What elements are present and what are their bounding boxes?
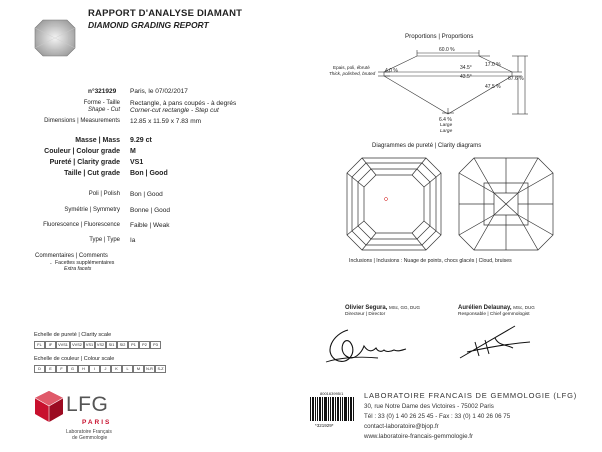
mass-value: 9.29 ct (130, 137, 152, 144)
signatory-2-role: Responsable | Chief gemmologist (458, 312, 530, 317)
scale-cell: SI1 (106, 341, 117, 349)
clarity-scale (34, 341, 161, 349)
colour-scale-label: Echelle de couleur | Colour scale (34, 356, 115, 362)
logo-letters: LFG (66, 393, 109, 416)
comments-label: Commentaires | Comments (35, 253, 108, 259)
barcode (310, 397, 356, 421)
lfg-logo-icon (33, 390, 65, 424)
lab-email[interactable]: contact-laboratoire@bjop.fr (364, 423, 439, 430)
comments-bullet: - (50, 261, 52, 267)
barcode-top-text: 800163995/1 (320, 391, 344, 396)
lab-phone: Tél : 33 (0) 1 40 26 25 45 - Fax : 33 (0) 1 40 26 06 75 (364, 413, 511, 420)
scale-cell: L (122, 365, 133, 373)
scale-cell: I (89, 365, 100, 373)
girdle-en: Thick, polished, bruted (329, 71, 376, 76)
scale-cell: FL (34, 341, 45, 349)
type-value: Ia (130, 237, 136, 244)
culet-value: 6.4 % (439, 117, 452, 123)
scale-cell: D (34, 365, 45, 373)
clarity-scale-label: Echelle de pureté | Clarity scale (34, 332, 112, 338)
type-label: Type | Type (89, 237, 120, 243)
clarity-label: Pureté | Clarity grade (49, 159, 120, 166)
signature-1 (318, 322, 418, 370)
cut-value: Bon | Good (130, 170, 168, 177)
shape-value: Rectangle, à pans coupés - à degrés (130, 100, 237, 107)
scale-cell: SI2 (117, 341, 128, 349)
logo-tagline-2: de Gemmologie (72, 435, 108, 441)
total-depth: 67.6 % (508, 76, 524, 82)
clarity-diagrams-title: Diagrammes de pureté | Clarity diagrams (372, 143, 482, 149)
colour-label: Couleur | Colour grade (44, 148, 120, 155)
report-title: RAPPORT D'ANALYSE DIAMANT (88, 8, 243, 19)
table-percent: 60.0 % (439, 47, 455, 53)
girdle-value: 4.0 % (385, 68, 398, 74)
shape-value-en: Corner-cut rectangle - Step cut (130, 107, 219, 114)
shape-label-en: Shape - Cut (87, 107, 120, 113)
barcode-bottom-text: *321929* (315, 423, 334, 428)
scale-cell: K (111, 365, 122, 373)
scale-cell: N-R (144, 365, 155, 373)
symmetry-value: Bonne | Good (130, 207, 170, 214)
scale-cell: VS1 (85, 343, 94, 347)
clarity-value: VS1 (130, 159, 144, 166)
logo-tagline-1: Laboratoire Français (66, 429, 112, 435)
culet-en: Large (440, 129, 453, 134)
scale-cell: J (100, 365, 111, 373)
crown-height: 17.0 % (485, 62, 501, 68)
report-number: n°321929 (88, 88, 117, 95)
scale-cell: M (133, 365, 144, 373)
cut-label: Taille | Cut grade (64, 170, 120, 177)
scale-cell: P1 (128, 341, 139, 349)
scale-cell: IF (45, 341, 56, 349)
report-subtitle: DIAMOND GRADING REPORT (88, 20, 209, 30)
clarity-diagram-pavilion (458, 157, 554, 251)
fluorescence-label: Fluorescence | Fluorescence (43, 222, 120, 228)
scale-cell: P3 (150, 341, 161, 349)
scale-cell: F (56, 365, 67, 373)
shape-label: Forme - Taille (83, 100, 120, 106)
symmetry-label: Symétrie | Symmetry (64, 207, 120, 213)
dimensions-label: Dimensions | Measurements (44, 118, 120, 124)
signatory-1-role: Directeur | Director (345, 312, 386, 317)
diamond-photo (33, 18, 77, 58)
report-date: Paris, le 07/02/2017 (130, 88, 188, 95)
comments-value: Facettes supplémentaires (55, 260, 115, 266)
scale-cell: VVS2 (70, 341, 84, 349)
colour-scale (34, 365, 166, 373)
comments-value-en: Extra facets (64, 266, 92, 272)
culet-fr: Large (440, 123, 453, 128)
mass-label: Masse | Mass (75, 137, 120, 144)
dimensions-value: 12.85 x 11.59 x 7.83 mm (130, 118, 202, 125)
proportions-diagram (330, 44, 540, 134)
fluorescence-value: Faible | Weak (130, 222, 170, 229)
scale-cell: VS2 (96, 343, 105, 347)
scale-cell: G (67, 365, 78, 373)
scale-cell: VVS1 (56, 341, 70, 349)
girdle-fr: Epais, poli, ébruté (333, 65, 370, 70)
scale-cell: S-Z (155, 365, 166, 373)
scale-cell: E (45, 365, 56, 373)
signatory-2-name: Aurélien Delaunay, MSc, DUG (458, 305, 535, 311)
polish-value: Bon | Good (130, 191, 163, 198)
crown-angle: 34.5° (460, 65, 472, 71)
lab-name: LABORATOIRE FRANCAIS DE GEMMOLOGIE (LFG) (364, 391, 577, 400)
scale-cell: P2 (139, 341, 150, 349)
signature-2 (455, 322, 535, 362)
lab-website[interactable]: www.laboratoire-francais-gemmologie.fr (364, 433, 474, 440)
polish-label: Poli | Polish (88, 191, 120, 197)
pavilion-depth: 47.5 % (485, 84, 501, 90)
proportions-title: Proportions | Proportions (405, 33, 474, 40)
logo-city: PARIS (82, 419, 112, 426)
inclusions-text: Inclusions | Inclusions : Nuage de points, chocs glacés | Cloud, bruises (349, 258, 512, 264)
scale-cell: H (78, 365, 89, 373)
clarity-diagram-crown (346, 157, 442, 251)
lab-address: 30, rue Notre Dame des Victoires - 75002 Paris (364, 403, 494, 410)
signatory-1-name: Olivier Segura, MSc, GG, DUG (345, 305, 421, 311)
colour-value: M (130, 148, 136, 155)
pavilion-angle: 43.5° (460, 74, 472, 80)
